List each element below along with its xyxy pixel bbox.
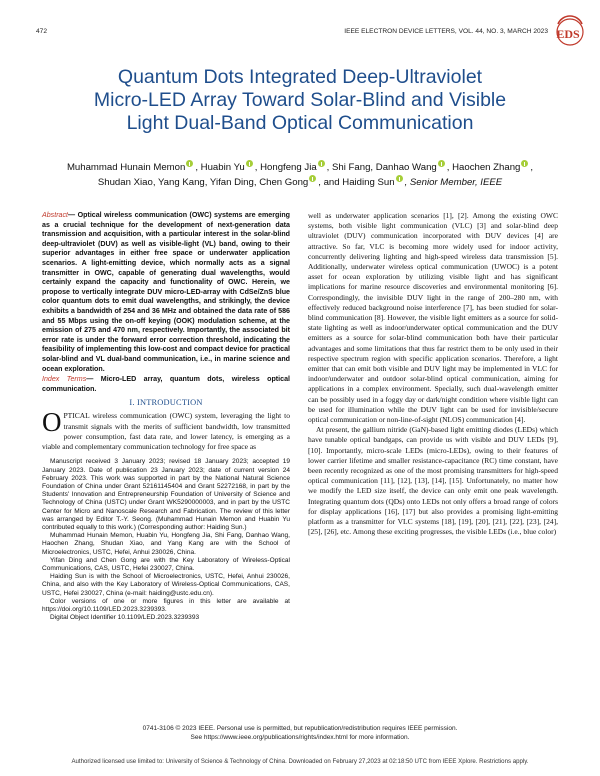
orcid-icon[interactable]: [521, 160, 528, 167]
author-name: Hongfeng Jia: [260, 162, 317, 173]
author-name: Haiding Sun: [342, 177, 395, 188]
rights-link[interactable]: See https://www.ieee.org/publications/rights/index.html for more information.: [190, 733, 410, 741]
introduction-paragraph: [42, 407, 290, 452]
author-name: Shi Fang: [332, 162, 371, 173]
author-conjunction: , and: [318, 177, 343, 188]
copyright-footer: [40, 725, 560, 742]
right-column: [308, 211, 558, 538]
index-terms-label: Index Terms: [42, 375, 87, 384]
body-paragraph: well as underwater application scenarios [1], [2]. Among the existing OWC systems, both visible light communication (VLC) [3] and solar-blind deep ultraviolet (DUV) communication incorporated with DUV devices [4] are attractive. So far, VLC is becoming more widely used for indoor activity, concurrently delivering lighting and high-speed wireless data transmission [5]. Additionally, underwater wireless optical communication (UWOC) is a potent asset for ocean exploration by utilizing visible light and has significant implications for marine resource discoveries and environmental monitoring [6]. Correspondingly, the invisible DUV light in the range of 200–280 nm, with effectively reduced background noise interference [7], has been studied for solar- blind communication [8]. However, the visible light emitters as a source for solid-state lighting as well as indoor/underwater optical communication and the DUV emitters as a source for solar-blind communication both have their particular advantages and some limitations that thus far restrict them to be only used in their respective spectrum region with specific application scenarios. Therefore, a light emitter that can emit both visible and DUV light may be implemented in VLC for indoor/underwater and outdoor solar-blind optical communication, aiming for applications in a complex environment. Specially, such dual-wavelength emitter can be possibly used in a foggy day or dark/night condition where visible light can be used for illumination while the DUV light can be used for invisible/secure optical communication or non-line-of-sight (NLOS) communication [4].: [308, 211, 558, 425]
author-list: [40, 160, 560, 190]
author-name: Huabin Yu: [200, 162, 245, 173]
drop-cap: O: [42, 407, 62, 438]
title-line: Light Dual-Band Optical Communication: [126, 112, 474, 134]
author-line-2: Shudan Xiao, Yang Kang, Yifan Ding, Chen Gong , and Haiding Sun , Senior Member, IEEE: [97, 177, 503, 188]
footnote: Digital Object Identifier 10.1109/LED.2023.3239393: [50, 614, 200, 622]
author-name: Danhao Wang: [375, 162, 437, 173]
author-name: Haochen Zhang: [452, 162, 521, 173]
author-name: Yifan Ding: [209, 177, 254, 188]
index-terms: [42, 375, 290, 394]
introduction-text: PTICAL wireless communication (OWC) system, leveraging the light to transmit signals with the merits of sufficient bandwidth, low transmitted power consumption, fast data rate, and lower latency, is emerging as a viable and complementary communication technology for free space as: [42, 411, 290, 452]
page-number: 472: [36, 28, 48, 35]
eds-logo-icon: [550, 14, 586, 54]
orcid-icon[interactable]: [309, 175, 316, 182]
author-name: Shudan Xiao: [97, 177, 153, 188]
logo-text: EDS: [556, 27, 580, 41]
footnotes: [42, 458, 290, 622]
journal-running-head: IEEE ELECTRON DEVICE LETTERS, VOL. 44, NO. 3, MARCH 2023: [344, 28, 548, 35]
section-heading: I. INTRODUCTION: [129, 398, 203, 408]
author-membership: , Senior Member, IEEE: [404, 177, 503, 188]
footnote: Muhammad Hunain Memon, Huabin Yu, Hongfeng Jia, Shi Fang, Danhao Wang, Haochen Zhang, Shudan Xiao, and Yang Kang are with the School of Microelectronics, USTC, Hefei, Anhui 230026, China.: [42, 532, 290, 556]
paper-title: [40, 66, 560, 135]
body-paragraph: At present, the gallium nitride (GaN)-based light emitting diodes (LEDs) which have tunable optical bandgaps, can provide us with visible and DUV LEDs [9], [10]. Importantly, micro-scale LEDs (micro-LEDs), owing to their features of lower carrier lifetime and smaller resistance-capacitance (RC) time constant, have been recently recognized as one of the most promising transmitters for high-speed optical communication [11], [12], [13], [14], [15]. Unfortunately, no matter how we modify the LED size itself, the device can only emit one peak wavelength. Integrating quantum dots (QDs) onto LEDs not only offers a broad range of colors for display applications [16], [17] but also provides a promising light-emitting platform as a transmitter for VLC systems [18], [19], [20], [21], [22], [23], [24], [25], [26], etc. Among these exciting progresses, the visible LEDs (i.e., blue color): [308, 425, 558, 537]
author-name: Muhammad Hunain Memon: [66, 162, 186, 173]
orcid-icon[interactable]: [318, 160, 325, 167]
footnote: Haiding Sun is with the School of Microelectronics, USTC, Hefei, Anhui 230026, China, and also with the Key Laboratory of Wireless-Optical Communications, CAS, USTC, Hefei 230027, China (e-mail: haiding@ustc.edu.cn).: [42, 573, 290, 597]
footnote: Yifan Ding and Chen Gong are with the Key Laboratory of Wireless-Optical Communications, CAS, USTC, Hefei 230027, China.: [42, 556, 290, 572]
author-name: Yang Kang: [157, 177, 205, 188]
abstract: [42, 211, 290, 374]
copyright-line: 0741-3106 © 2023 IEEE. Personal use is permitted, but republication/redistribution requires IEEE permission.: [142, 725, 458, 732]
left-column: [42, 211, 290, 622]
title-line: Quantum Dots Integrated Deep-Ultraviolet: [117, 66, 483, 88]
license-notice: Authorized licensed use limited to: University of Science & Technology of China. Downloaded on February 27,2023 at 02:18:50 UTC from IEEE Xplore. Restrictions apply.: [71, 758, 529, 765]
footnote: Color versions of one or more figures in this letter are available at https://doi.org/10.1109/LED.2023.3239393.: [42, 597, 290, 613]
orcid-icon[interactable]: [246, 160, 253, 167]
author-line-1: Muhammad Hunain Memon , Huabin Yu , Hongfeng Jia , Shi Fang, Danhao Wang , Haochen Zhang ,: [66, 162, 534, 173]
orcid-icon[interactable]: [186, 160, 193, 167]
footnote: Manuscript received 3 January 2023; revised 18 January 2023; accepted 19 January 2023. Date of publication 23 January 2023; date of current version 24 February 2023. This work was supported in part by the National Natural Science Foundation of China under Grant 52161145404 and Grant 52272168, in part by the Students' Innovation and Entrepreneurship Foundation of University of Science and Technology of China (USTC) under Grant WK5290000003, and in part by the USTC Center for Micro and Nanoscale Research and Fabrication. The review of this letter was arranged by Editor T.-Y. Seong. (Muhammad Hunain Memon and Huabin Yu contributed equally to this work.) (Corresponding author: Haiding Sun.): [42, 458, 290, 531]
author-name: Chen Gong: [259, 177, 309, 188]
index-terms-text: — Micro-LED array, quantum dots, wireless optical communication.: [42, 375, 290, 393]
abstract-label: Abstract: [42, 211, 69, 219]
title-line: Micro-LED Array Toward Solar-Blind and Visible: [93, 89, 507, 111]
orcid-icon[interactable]: [438, 160, 445, 167]
orcid-icon[interactable]: [396, 175, 403, 182]
abstract-text: — Optical wireless communication (OWC) systems are emerging as a crucial technique for the development of next-generation data transmission and acquisition, with a particular interest in the solar-blind deep-ultraviolet (DUV) as well as visible-light (VL) band, owing to their superior advantages in either free space or underwater application scenarios. A light-emitting device, which normally acts as a signal transmitter in OWC, capable of generating dual wavelengths, would certainly expand the capacity and functionality of OWC. Herein, we propose to vertically integrate DUV micro-LED-array with CdSe/ZnS blue color quantum dots to emit dual wavelengths, and strikingly, the device exhibits a bandwidth of 254 and 36 MHz and obtained the data rate of 586 and 55 Mbps using the on-off keying (OOK) modulation scheme, at the emission of 275 and 470 nm, respectively. Importantly, the associated bit error rate is under the forward error correction threshold, indicating the feasibility of implementing this low-cost and compact device for practical solar-blind and VL dual-band communication, i.e., in marine science and ocean exploration.: [42, 211, 290, 373]
